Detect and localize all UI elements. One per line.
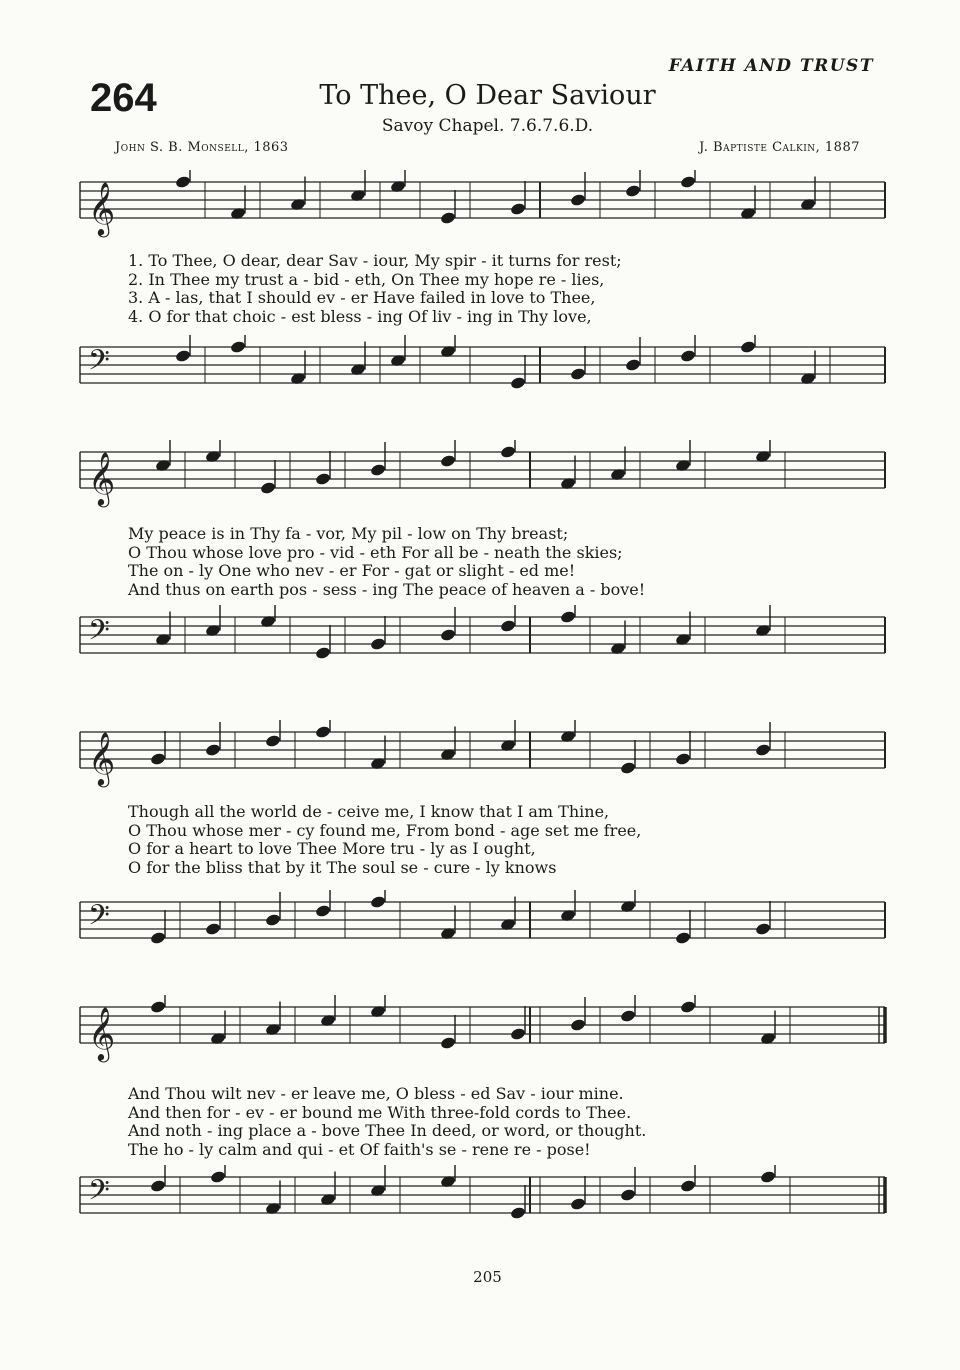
treble-clef-icon: 𝄞: [88, 181, 116, 235]
note-head: [740, 340, 757, 354]
note-head: [620, 761, 637, 775]
note-head: [755, 743, 772, 757]
treble-staff: [0, 440, 960, 520]
note-head: [680, 1179, 697, 1193]
note-head: [620, 1009, 637, 1023]
note-head: [760, 1170, 777, 1184]
lyric-line: 4. O for that choic - est bless - ing Of liv - ing in Thy love,: [128, 306, 592, 326]
note-head: [510, 376, 527, 390]
note-head: [175, 349, 192, 363]
note-head: [315, 725, 332, 739]
note-head: [500, 619, 517, 633]
note-head: [440, 628, 457, 642]
lyric-line: 2. In Thee my trust a - bid - eth, On Thee my hope re - lies,: [128, 269, 605, 289]
note-head: [510, 1206, 527, 1220]
treble-clef-icon: 𝄞: [88, 451, 116, 505]
section-label: FAITH AND TRUST: [668, 56, 874, 76]
note-head: [675, 752, 692, 766]
treble-clef-icon: 𝄞: [88, 1006, 116, 1060]
hymn-number: 264: [90, 76, 157, 120]
note-head: [510, 1027, 527, 1041]
note-head: [205, 922, 222, 936]
lyric-line: And Thou wilt nev - er leave me, O bless - ed Sav - iour mine.: [128, 1084, 624, 1103]
lyric-line: O for the bliss that by it The soul se - cure - ly knows: [128, 857, 557, 877]
lyrics-block: [128, 1085, 868, 1159]
lyric-line: O Thou whose mer - cy found me, From bond - age set me free,: [128, 820, 642, 840]
words-credit: John S. B. Monsell, 1863: [115, 140, 289, 155]
note-head: [150, 1000, 167, 1014]
note-head: [570, 1018, 587, 1032]
note-head: [680, 175, 697, 189]
note-head: [315, 472, 332, 486]
bass-clef-icon: 𝄢: [88, 614, 110, 654]
lyric-line: Though all the world de - ceive me, I know that I am Thine,: [128, 802, 610, 821]
lyric-line: O Thou whose love pro - vid - eth For all be - neath the skies;: [128, 542, 623, 562]
bass-clef-icon: 𝄢: [88, 1174, 110, 1214]
lyrics-block: [128, 803, 868, 877]
note-head: [560, 610, 577, 624]
bass-staff: [0, 605, 960, 695]
note-head: [370, 463, 387, 477]
treble-staff: [0, 170, 960, 260]
note-head: [570, 1197, 587, 1211]
lyric-line: 3. A - las, that I should ev - er Have failed in love to Thee,: [128, 288, 596, 307]
note-head: [210, 1170, 227, 1184]
note-head: [675, 931, 692, 945]
lyric-line: The ho - ly calm and qui - et Of faith's se - rene re - pose!: [128, 1139, 591, 1159]
note-head: [370, 637, 387, 651]
lyric-line: 1. To Thee, O dear, dear Sav - iour, My spir - it turns for rest;: [128, 251, 622, 270]
note-head: [570, 367, 587, 381]
note-head: [500, 445, 517, 459]
note-head: [680, 1000, 697, 1014]
treble-clef-icon: 𝄞: [88, 731, 116, 785]
note-head: [315, 904, 332, 918]
note-head: [150, 1179, 167, 1193]
page-number: 205: [473, 1268, 502, 1286]
music-credit: J. Baptiste Calkin, 1887: [699, 140, 860, 155]
note-head: [625, 358, 642, 372]
lyric-line: O for a heart to love Thee More tru - ly as I ought,: [128, 839, 536, 858]
note-head: [440, 211, 457, 225]
treble-staff: [0, 720, 960, 800]
note-head: [205, 743, 222, 757]
hymn-title: To Thee, O Dear Saviour: [319, 80, 656, 111]
note-head: [260, 481, 277, 495]
note-head: [265, 734, 282, 748]
treble-staff: [0, 995, 960, 1075]
bass-clef-icon: 𝄢: [88, 899, 110, 939]
note-head: [175, 175, 192, 189]
lyric-line: And thus on earth pos - sess - ing The peace of heaven a - bove!: [128, 579, 646, 599]
note-head: [755, 922, 772, 936]
note-head: [370, 895, 387, 909]
note-head: [620, 1188, 637, 1202]
bass-staff: [0, 890, 960, 980]
bass-staff: [0, 1165, 960, 1255]
note-head: [230, 340, 247, 354]
bass-staff: [0, 335, 960, 415]
note-head: [150, 752, 167, 766]
note-head: [315, 646, 332, 660]
note-head: [570, 193, 587, 207]
lyrics-block: [128, 252, 868, 326]
note-head: [150, 931, 167, 945]
lyric-line: My peace is in Thy fa - vor, My pil - low on Thy breast;: [128, 524, 569, 543]
lyric-line: The on - ly One who nev - er For - gat or slight - ed me!: [128, 561, 576, 580]
note-head: [625, 184, 642, 198]
lyric-line: And noth - ing place a - bove Thee In deed, or word, or thought.: [128, 1121, 647, 1140]
lyric-line: And then for - ev - er bound me With three-fold cords to Thee.: [128, 1102, 632, 1122]
note-head: [265, 913, 282, 927]
tune-name: Savoy Chapel. 7.6.7.6.D.: [381, 116, 594, 136]
lyrics-block: [128, 525, 868, 599]
note-head: [510, 202, 527, 216]
note-head: [680, 349, 697, 363]
bass-clef-icon: 𝄢: [88, 344, 110, 384]
note-head: [440, 454, 457, 468]
note-head: [440, 1036, 457, 1050]
